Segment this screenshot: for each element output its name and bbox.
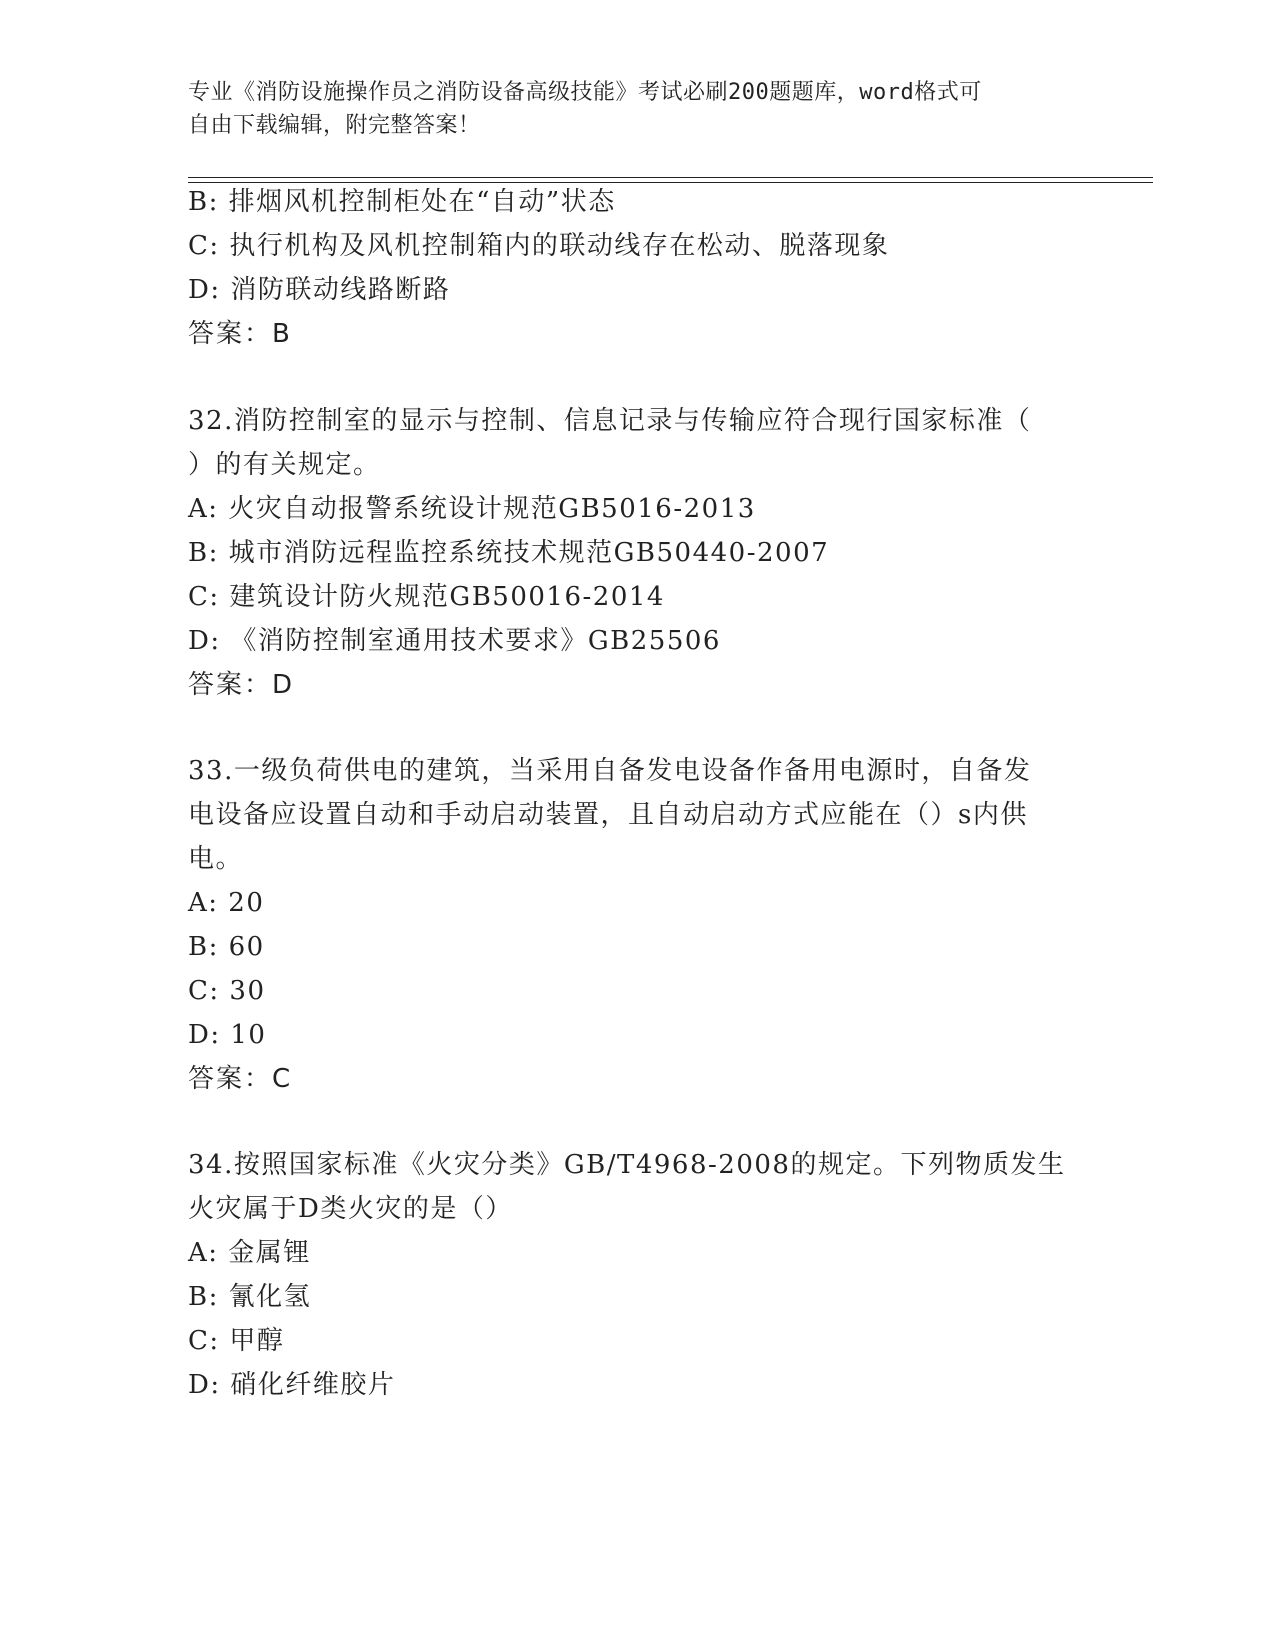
q34-option-c: C: 甲醇 bbox=[188, 1326, 285, 1356]
q33-stem-line-3: 电。 bbox=[188, 844, 244, 874]
q34-option-d: D: 硝化纤维胶片 bbox=[188, 1370, 396, 1400]
q31-option-c: C: 执行机构及风机控制箱内的联动线存在松动、脱落现象 bbox=[188, 231, 890, 261]
q33-option-c: C: 30 bbox=[188, 976, 266, 1006]
q32-answer: 答案：D bbox=[188, 670, 295, 700]
q32-option-d: D: 《消防控制室通用技术要求》GB25506 bbox=[188, 626, 721, 656]
q34-stem-line-1: 34.按照国家标准《火灾分类》GB/T4968-2008的规定。下列物质发生 bbox=[188, 1150, 1066, 1180]
q32-stem-line-1: 32.消防控制室的显示与控制、信息记录与传输应符合现行国家标准（ bbox=[188, 406, 1032, 436]
q33-stem-line-2: 电设备应设置自动和手动启动装置，且自动启动方式应能在（）s内供 bbox=[188, 800, 1028, 830]
q32-stem-line-2: ）的有关规定。 bbox=[188, 450, 381, 480]
q31-option-d: D: 消防联动线路断路 bbox=[188, 275, 451, 305]
header-line-1: 专业《消防设施操作员之消防设备高级技能》考试必刷200题题库，word格式可 bbox=[188, 80, 982, 105]
q33-stem-line-1: 33.一级负荷供电的建筑，当采用自备发电设备作备用电源时，自备发 bbox=[188, 756, 1032, 786]
q31-option-b: B: 排烟风机控制柜处在“自动”状态 bbox=[188, 187, 616, 217]
header-rule-bottom bbox=[188, 182, 1153, 183]
q33-answer: 答案：C bbox=[188, 1064, 293, 1094]
q32-option-a: A: 火灾自动报警系统设计规范GB5016-2013 bbox=[188, 494, 756, 524]
q34-stem-line-2: 火灾属于D类火灾的是（） bbox=[188, 1194, 513, 1224]
q31-answer: 答案：B bbox=[188, 319, 292, 349]
q32-option-b: B: 城市消防远程监控系统技术规范GB50440-2007 bbox=[188, 538, 830, 568]
q33-option-a: A: 20 bbox=[188, 888, 265, 918]
q34-option-b: B: 氰化氢 bbox=[188, 1282, 312, 1312]
document-header bbox=[188, 76, 1068, 142]
header-line-2: 自由下载编辑，附完整答案！ bbox=[188, 113, 481, 138]
q32-option-c: C: 建筑设计防火规范GB50016-2014 bbox=[188, 582, 665, 612]
q34-option-a: A: 金属锂 bbox=[188, 1238, 311, 1268]
header-rule-top bbox=[188, 177, 1153, 178]
q33-option-b: B: 60 bbox=[188, 932, 265, 962]
q33-option-d: D: 10 bbox=[188, 1020, 267, 1050]
